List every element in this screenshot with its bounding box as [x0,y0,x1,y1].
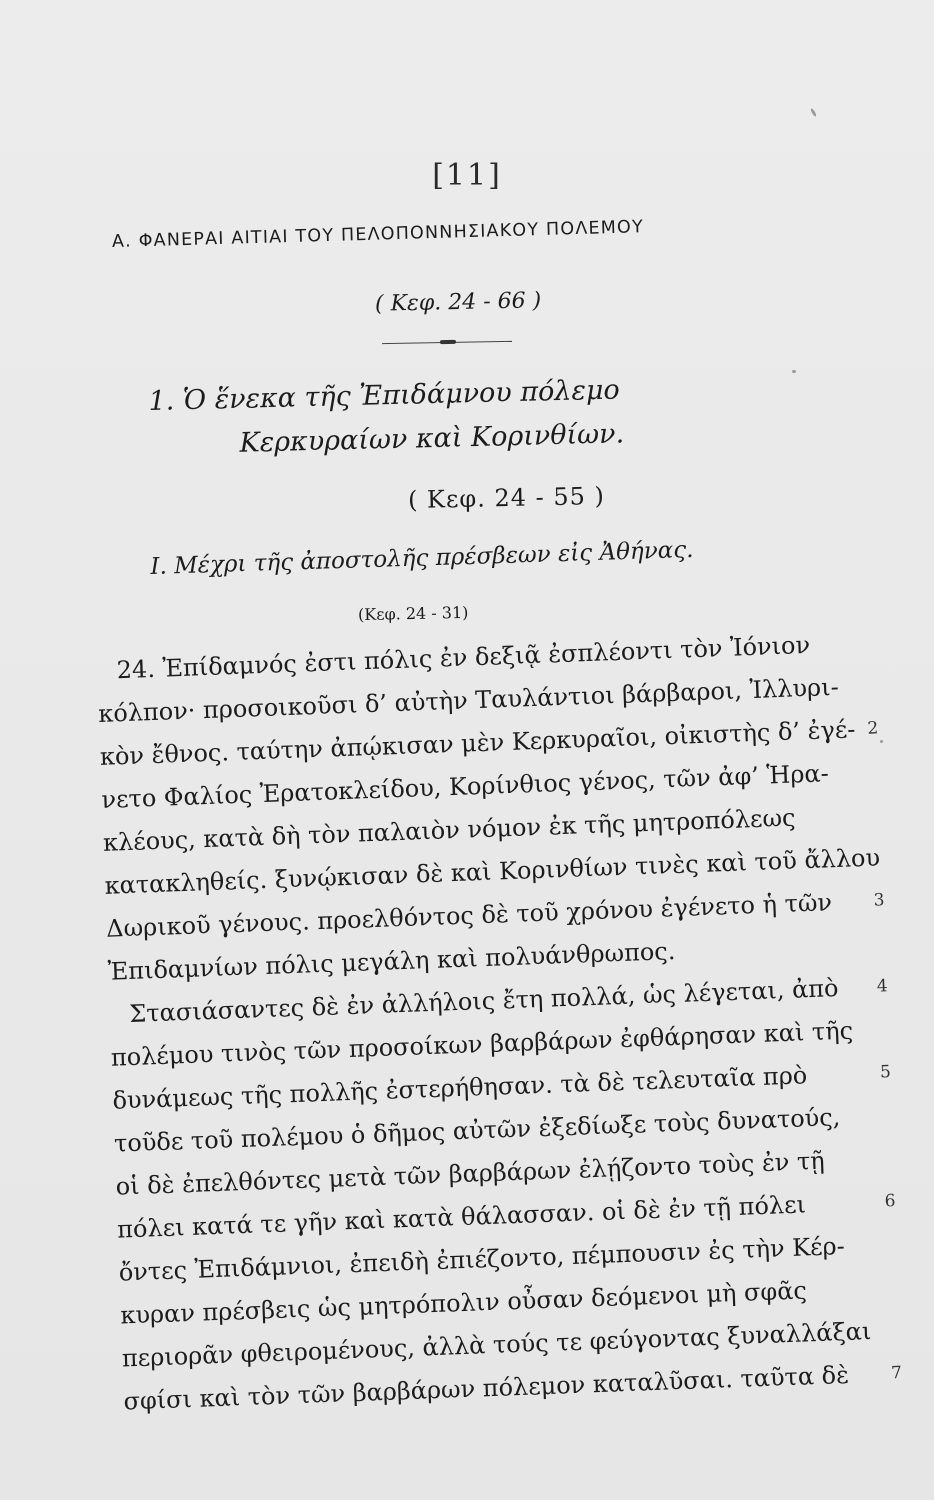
page-number: [11] [432,158,502,193]
text-line-content: κατακληθείς. ξυνῴκισαν δὲ καὶ Κορινθίων τινὲς καὶ τοῦ ἄλλου [104,843,881,900]
text-line-content: 24. Ἐπίδαμνός ἐστι πόλις ἐν δεξιᾷ ἐσπλέοντι τὸν Ἰόνιον [116,630,811,685]
text-line-content: Δωρικοῦ γένους. προελθόντος δὲ τοῦ χρόνου ἐγένετο ἡ τῶν [105,888,833,943]
text-line-content: κλέους, κατὰ δὴ τὸν παλαιὸν νόμον ἐκ τῆς μητροπόλεως [102,803,796,857]
text-line-content: Στασιάσαντες δὲ ἐν ἀλλήλοις ἔτη πολλά, ὡς λέγεται, ἀπὸ [128,974,839,1029]
text-line-content: πολέμου τινὸς τῶν προσοίκων βαρβάρων ἐφθάρησαν καὶ τῆς [110,1016,854,1072]
paper-speck [810,108,817,117]
text-line-content: κυραν πρέσβεις ὡς μητρόπολιν οὖσαν δεόμενοι μὴ σφᾶς [119,1276,808,1330]
chapter-title-line-2: Κερκυραίων καὶ Κορινθίων. [239,418,625,459]
margin-section-number: 2 [867,718,879,739]
chapter-title [148,368,625,468]
section-title: I. Μέχρι τῆς ἀποστολῆς πρέσβεων εἰς Ἀθήνας. [150,536,694,580]
margin-section-number: 7 [890,1362,903,1384]
margin-section-number: 5 [879,1062,892,1083]
text-line-content: δυνάμεως τῆς πολλῆς ἐστερήθησαν. τὰ δὲ τελευταῖα πρὸ [112,1061,808,1115]
text-line-content: νετο Φαλίος Ἐρατοκλείδου, Κορίνθιος γένος, τῶν ἀφ’ Ἡρα- [100,759,830,814]
text-line-content: τοῦδε τοῦ πολέμου ὁ δῆμος αὐτῶν ἐξεδίωξε τοὺς δυνατούς, [113,1103,841,1158]
text-line-content: κόλπον· προσοικοῦσι δ’ αὐτὴν Ταυλάντιοι βάρβαροι, Ἰλλυρι- [97,672,840,728]
part-heading: Α. ΦΑΝΕΡΑΙ ΑΙΤΙΑΙ ΤΟΥ ΠΕΛΟΠΟΝΝΗΣΙΑΚΟΥ ΠΟΛΕΜΟΥ [111,217,645,252]
margin-section-number: 3 [873,890,885,911]
margin-section-number: 6 [884,1191,896,1212]
chapter-range: ( Κεφ. 24 - 55 ) [407,481,606,515]
chapter-title-line-1: 1. Ὁ ἕνεκα τῆς Ἐπιδάμνου πόλεμο [148,374,621,417]
paper-speck [792,370,796,373]
paper-speck [880,740,883,743]
text-line-content: περιορᾶν φθειρομένους, ἀλλὰ τούς τε φεύγοντας ξυναλλάξαι [121,1317,872,1373]
text-line-content: ὄντες Ἐπιδάμνιοι, ἐπειδὴ ἐπιέζοντο, πέμπουσιν ἐς τὴν Κέρ- [118,1231,846,1287]
margin-section-number: 4 [876,976,889,997]
text-line-content: οἱ δὲ ἐπελθόντες μετὰ τῶν βαρβάρων ἐλῄζοντο τοὺς ἐν τῇ [115,1146,826,1201]
text-line-content: Ἐπιδαμνίων πόλις μεγάλη καὶ πολυάνθρωπος. [107,936,676,986]
text-line-content: σφίσι καὶ τὸν τῶν βαρβάρων πόλεμον καταλῦσαι. ταῦτα δὲ [123,1360,850,1416]
body-text [96,622,903,1423]
part-chapter-range: ( Κεφ. 24 - 66 ) [374,288,542,317]
text-line-content: κὸν ἔθνος. ταύτην ἀπῴκισαν μὲν Κερκυραῖοι, οἰκιστὴς δ’ ἐγέ- [99,715,856,771]
section-range: (Κεφ. 24 - 31) [357,602,469,625]
ornamental-rule [382,341,512,344]
text-line-content: πόλει κατά τε γῆν καὶ κατὰ θάλασσαν. οἱ δὲ ἐν τῇ πόλει [116,1190,807,1244]
